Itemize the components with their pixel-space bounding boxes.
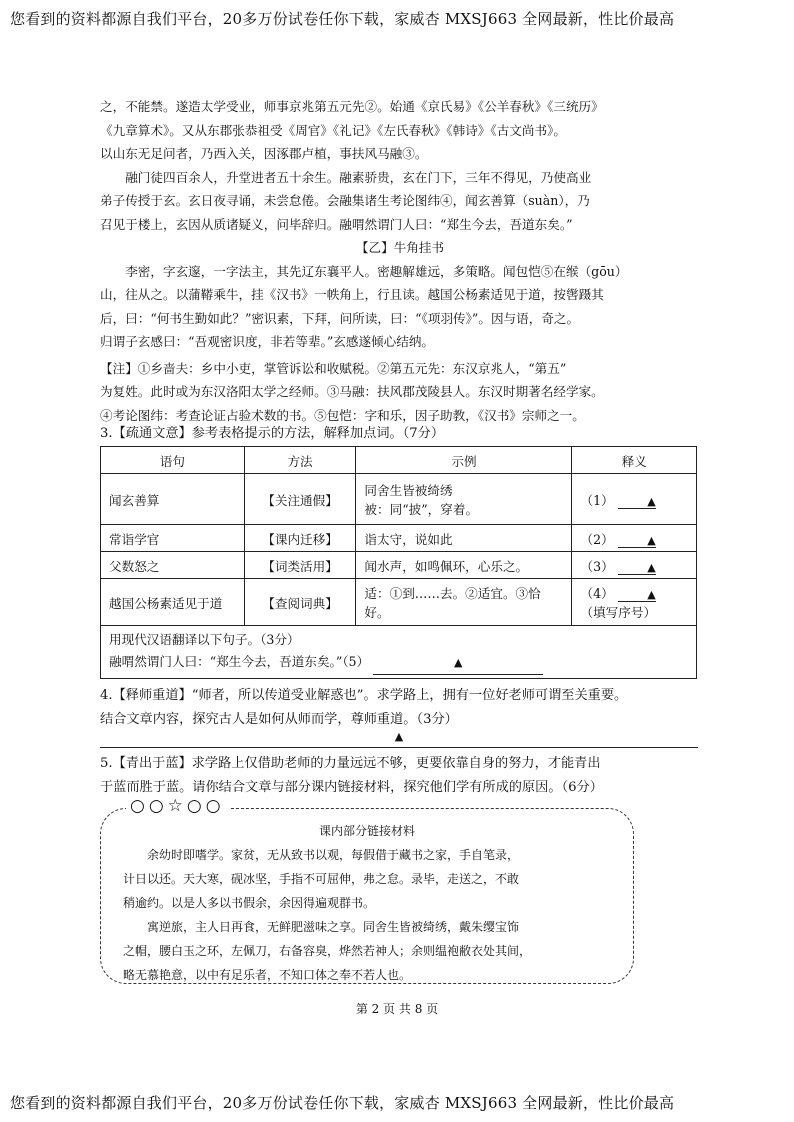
watermark-banner-top: 您看到的资料都源自我们平台，20多万份试卷任你下载，家威杏 MXSJ663 全网最新，性比价最高: [10, 10, 675, 28]
answer-blank[interactable]: [618, 586, 656, 602]
table-row: [101, 525, 697, 552]
example-text: 同舍生皆被绮绣: [364, 483, 453, 498]
decorative-circles-star-icon: ○○☆○○: [126, 796, 229, 816]
table-row: [101, 474, 697, 525]
answer-number: （2）: [580, 531, 614, 547]
blank-mark: ▲: [647, 533, 656, 547]
passage-line: 召见于楼上，玄因从质诸疑义，问毕辞归。融喟然谓门人曰：“郑生今去，吾道东矣。”: [100, 216, 573, 232]
sentence-cell: 闻玄善算: [101, 474, 245, 525]
note-line: 【注】①乡啬夫：乡中小吏，掌管诉讼和收赋税。②第五元先：东汉京兆人，“第五”: [100, 360, 567, 376]
example-cell: 诣太守，说如此: [356, 525, 572, 552]
question-3: [100, 422, 710, 446]
answer-cell[interactable]: [572, 579, 697, 626]
translation-sentence: 融喟然谓门人曰：“郑生今去，吾道东矣。”（5）: [109, 654, 370, 669]
blank-mark: ▲: [647, 588, 656, 601]
linked-material-line: 稍逾约。以是人多以书假余，余因得遍观群书。: [123, 896, 376, 910]
table-row: [101, 552, 697, 579]
answer-number: （4）: [580, 586, 614, 601]
answer-cell[interactable]: [572, 552, 697, 579]
linked-material-line: 计日以还。天大寒，砚冰坚，手指不可屈伸，弗之怠。录毕，走送之，不敢: [123, 872, 520, 886]
table-header-row: [101, 447, 697, 474]
passage-line: 弟子传授于玄。玄日夜寻诵，未尝怠倦。会融集诸生考论图纬④，闻玄善算（suàn），乃: [100, 193, 590, 208]
example-cell: 闻水声，如鸣佩环，心乐之。: [356, 552, 572, 579]
translation-cell: [101, 626, 697, 679]
sentence-cell: 父数怒之: [101, 552, 245, 579]
method-cell: 【词类活用】: [244, 552, 356, 579]
passage-line: 归谓子玄感曰：“吾观密识度，非若等辈。”玄感遂倾心结纳。: [100, 334, 435, 349]
blank-mark: ▲: [453, 656, 463, 669]
passage-line: 《九章算术》。又从东郡张恭祖受《周官》《礼记》《左氏春秋》《韩诗》《古文尚书》。: [100, 122, 566, 138]
method-cell: 【查阅词典】: [244, 579, 356, 626]
column-header: 示例: [356, 447, 572, 474]
method-cell: 【课内迁移】: [244, 525, 356, 552]
watermark-banner-bottom: 您看到的资料都源自我们平台，20多万份试卷任你下载，家威杏 MXSJ663 全网最新，性比价最高: [10, 1094, 675, 1112]
answer-number: （1）: [580, 492, 614, 508]
note-line: 为复姓。此时或为东汉洛阳太学之经师。③马融：扶风郡茂陵县人。东汉时期著名经学家。: [100, 384, 604, 399]
question-4-line: 4.【释师重道】“师者，所以传道受业解惑也”。求学路上，拥有一位好老师可谓至关重要。: [100, 688, 628, 703]
answer-blank[interactable]: [618, 493, 656, 509]
passage-line: 以山东无足问者，乃西入关，因涿郡卢植，事扶风马融③。: [100, 146, 428, 161]
sentence-cell: 常诣学官: [101, 525, 245, 552]
linked-material-title: 课内部分链接材料: [318, 824, 415, 838]
sentence-cell: 越国公杨素适见于道: [101, 579, 245, 626]
question-5: [100, 752, 710, 800]
question-3-title: 3.【疏通文意】参考表格提示的方法，解释加点词。（7分）: [100, 426, 445, 441]
question-4: [100, 684, 710, 732]
linked-material-line: 余幼时即嗜学。家贫，无从致书以观，每假借于藏书之家，手自笔录，: [147, 848, 520, 862]
translation-prompt: 用现代汉语翻译以下句子。（3分）: [109, 632, 300, 647]
page-number: 第 2 页 共 8 页: [355, 1002, 439, 1016]
example-cell: [356, 474, 572, 525]
column-header: 语句: [101, 447, 245, 474]
linked-material-content: [123, 819, 611, 987]
column-header: 方法: [244, 447, 356, 474]
blank-mark: ▲: [647, 560, 656, 574]
question-4-line: 结合文章内容，探究古人是如何从师而学，尊师重道。（3分）: [100, 712, 458, 727]
example-gloss: 被：同“披”，穿着。: [364, 502, 479, 517]
linked-material-line: 寓逆旅，主人日再食，无鲜肥滋味之享。同舍生皆被绮绣，戴朱缨宝饰: [147, 920, 520, 934]
passage-line: 融门徒四百余人，升堂进者五十余生。融素骄贵，玄在门下，三年不得见，乃使高业: [125, 169, 592, 185]
passage-line: 山，往从之。以蒲鞯乘牛，挂《汉书》一帙角上，行且读。越国公杨素适见于道，按辔蹑其: [100, 287, 604, 302]
question-5-line: 于蓝而胜于蓝。请你结合文章与部分课内链接材料，探究他们学有所成的原因。（6分）: [100, 780, 603, 795]
blank-mark: ▲: [394, 730, 404, 743]
table-row: [101, 579, 697, 626]
answer-blank[interactable]: [618, 532, 656, 548]
answer-cell[interactable]: [572, 474, 697, 525]
column-header: 释义: [572, 447, 697, 474]
blank-mark: ▲: [647, 494, 656, 508]
translation-row: [101, 626, 697, 679]
passage-line: 李密，字玄邃，一字法主，其先辽东襄平人。密趣解雄远，多策略。闻包恺⑤在缑（gōu）: [125, 263, 628, 279]
linked-material-line: 之帽，腰白玉之环，左佩刀，右备容臭，烨然若神人；余则缊袍敝衣处其间，: [123, 944, 532, 958]
answer-number: （3）: [580, 558, 614, 574]
passage-line: 之，不能禁。遂造太学受业，师事京兆第五元先②。始通《京氏易》《公羊春秋》《三统历》: [100, 99, 604, 114]
question-5-line: 5.【青出于蓝】求学路上仅借助老师的力量远远不够，更要依靠自身的努力，才能青出: [100, 756, 601, 771]
passage-jia: [100, 95, 700, 427]
passage-yi-title: 【乙】牛角挂书: [355, 240, 445, 255]
linked-material-box: [100, 808, 634, 984]
linked-material-line: 略无慕艳意，以中有足乐者，不知口体之奉不若人也。: [123, 968, 412, 982]
note-line: ④考论图纬：考查论证占验术数的书。⑤包恺：字和乐，因子助教，《汉书》宗师之一。: [100, 407, 585, 423]
answer-cell[interactable]: [572, 525, 697, 552]
example-cell: 适：①到……去。②适宜。③恰好。: [356, 579, 572, 626]
question-4-answer-line[interactable]: [100, 730, 698, 748]
answer-note: （填写序号）: [580, 605, 657, 620]
translation-blank[interactable]: [373, 651, 543, 675]
answer-blank[interactable]: [618, 559, 656, 575]
passage-line: 后，曰：“何书生勤如此？”密识素，下拜，问所读，曰：“《项羽传》”。因与语，奇之。: [100, 310, 580, 326]
method-cell: 【关注通假】: [244, 474, 356, 525]
question-3-table: [100, 446, 697, 679]
